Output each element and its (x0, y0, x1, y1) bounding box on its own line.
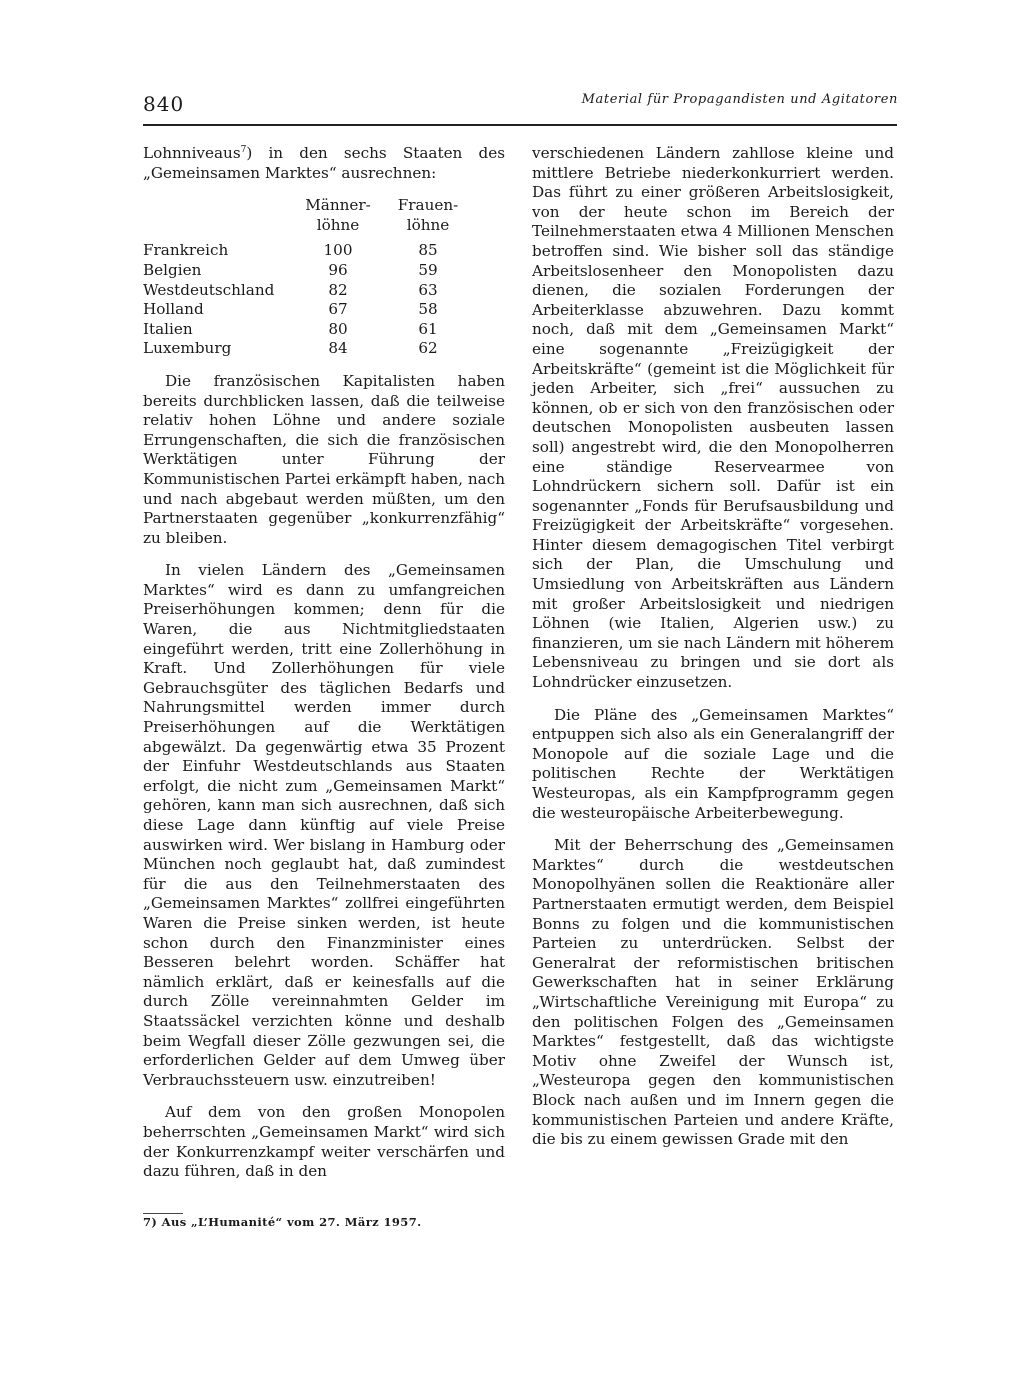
men-wage-cell: 82 (328, 280, 348, 299)
men-wage-cell: 100 (323, 241, 353, 260)
footnote-marker: 7 (240, 144, 247, 155)
men-wage-cell: 96 (328, 260, 348, 279)
header-women-wages: Frauen- löhne (397, 196, 459, 234)
wage-table-header (143, 196, 473, 241)
women-wage-cell: 85 (418, 241, 438, 260)
men-wage-cell: 80 (328, 319, 348, 338)
paragraph: verschiedenen Ländern zahllose kleine und mittlere Betriebe niederkonkurriert werden. Das führt zu einer größeren Arbeitslosigkeit, von der heute schon im Bereich der Teilnehmerstaaten etwa 4 Millionen Menschen betroffen sind. Wie bisher soll das ständige Arbeitslosenheer den Monopolisten dazu dienen, die sozialen Forderungen der Arbeiterklasse abzuwehren. Dazu kommt noch, daß mit dem „Gemeinsamen Markt“ eine sogenannte „Freizügigkeit der Arbeitskräfte“ (gemeint ist die Möglichkeit für jeden Arbeiter, sich „frei“ aussuchen zu können, ob er sich von den französischen oder deutschen Monopolisten ausbeuten lassen soll) angestrebt wird, die den Monopolherren eine ständige Reservearmee von Lohndrückern sichern soll. Dafür ist ein sogenannter „Fonds für Berufsausbildung und Freizügigkeit der Arbeitskräfte“ vorgesehen. Hinter diesem demagogischen Titel verbirgt sich der Plan, die Umschulung und Umsiedlung von Arbeitskräften aus Ländern mit großer Arbeitslosigkeit und niedrigen Löhnen (wie Italien, Algerien usw.) zu finanzieren, um sie nach Ländern mit höherem Lebensniveau zu bringen und sie dort als Lohndrücker einzusetzen. (532, 144, 894, 692)
footnote-rule (143, 1213, 183, 1214)
women-wage-cell: 61 (418, 319, 438, 338)
paragraph: In vielen Ländern des „Gemeinsamen Marktes“ wird es dann zu umfangreichen Preiserhöhungen kommen; denn für die Waren, die aus Nichtmitgliedstaaten eingeführt werden, tritt eine Zollerhöhung in Kraft. Und Zollerhöhungen für viele Gebrauchsgüter des täglichen Bedarfs und Nahrungsmittel werden immer durch Preiserhöhungen auf die Werktätigen abgewälzt. Da gegenwärtig etwa 35 Prozent der Einfuhr Westdeutschlands aus Staaten erfolgt, die nicht zum „Gemeinsamen Markt“ gehören, kann man sich ausrechnen, daß sich diese Lage dann künftig auf viele Preise auswirken wird. Wer bislang in Hamburg oder München noch geglaubt hat, daß zumindest für die aus den Teilnehmerstaaten des „Gemeinsamen Marktes“ zollfrei eingeführten Waren die Preise sinken werden, ist heute schon durch den Finanzminister eines Besseren belehrt worden. Schäffer hat nämlich erklärt, daß er keinesfalls auf die durch Zölle vereinnahmten Gelder im Staatssäckel verzichten könne und deshalb beim Wegfall dieser Zölle gezwungen sei, die erforderlichen Gelder auf dem Umweg über Verbrauchssteuern usw. einzutreiben! (143, 561, 505, 1089)
women-wage-cell: 62 (418, 339, 438, 358)
header-men-wages: Männer- löhne (305, 196, 371, 234)
table-row (143, 339, 473, 359)
table-row (143, 241, 473, 261)
intro-text-end: ) in den sechs Staaten des „Gemeinsamen Marktes“ ausrechnen: (143, 144, 505, 182)
paragraph: Mit der Beherrschung des „Gemeinsamen Marktes“ durch die westdeutschen Monopolhyänen sollen die Reaktionäre aller Partnerstaaten ermutigt werden, dem Beispiel Bonns zu folgen und die kommunistischen Parteien zu unterdrücken. Selbst der Generalrat der reformistischen britischen Gewerkschaften hat in seiner Erklärung „Wirtschaftliche Vereinigung mit Europa“ zu den politischen Folgen des „Gemeinsamen Marktes“ festgestellt, daß das wichtigste Motiv ohne Zweifel der Wunsch ist, „Westeuropa gegen den kommunistischen Block nach außen und im Innern gegen die kommunistischen Parteien und andere Kräfte, die bis zu einem gewissen Grade mit den (532, 836, 894, 1149)
paragraph: Die französischen Kapitalisten haben bereits durchblicken lassen, daß die teilweise relativ hohen Löhne und andere soziale Errungenschaften, die sich die französischen Werktätigen unter Führung der Kommunistischen Partei erkämpft haben, nach und nach abgebaut werden müßten, um den Partnerstaaten gegenüber „konkurrenzfähig“ zu bleiben. (143, 371, 505, 547)
country-cell: Luxemburg (143, 339, 232, 358)
table-row (143, 261, 473, 281)
men-wage-cell: 84 (328, 339, 348, 358)
table-row (143, 300, 473, 320)
left-column (143, 144, 505, 1195)
table-row (143, 320, 473, 340)
country-cell: Frankreich (143, 241, 229, 260)
page-number: 840 (143, 92, 185, 116)
header-country (143, 196, 293, 241)
footnote: 7) Aus „L’Humanité“ vom 27. März 1957. (143, 1215, 422, 1229)
running-title: Material für Propagandisten und Agitatoren (581, 92, 898, 107)
country-cell: Holland (143, 300, 204, 319)
women-wage-cell: 63 (418, 280, 438, 299)
wage-table (143, 196, 473, 359)
country-cell: Belgien (143, 260, 202, 279)
women-wage-cell: 59 (418, 260, 438, 279)
paragraph: Die Pläne des „Gemeinsamen Marktes“ entpuppen sich also als ein Generalangriff der Monopole auf die soziale Lage und die politischen Rechte der Werktätigen Westeuropas, als ein Kampfprogramm gegen die westeuropäische Arbeiterbewegung. (532, 705, 894, 822)
country-cell: Westdeutschland (143, 280, 275, 299)
intro-paragraph (143, 144, 505, 183)
country-cell: Italien (143, 319, 193, 338)
intro-text-start: Lohnniveaus (143, 144, 241, 162)
table-row (143, 281, 473, 301)
women-wage-cell: 58 (418, 300, 438, 319)
men-wage-cell: 67 (328, 300, 348, 319)
paragraph: Auf dem von den großen Monopolen beherrschten „Gemeinsamen Markt“ wird sich der Konkurrenzkampf weiter verschärfen und dazu führen, daß in den (143, 1103, 505, 1181)
right-column (532, 144, 894, 1163)
header-rule (143, 124, 897, 126)
